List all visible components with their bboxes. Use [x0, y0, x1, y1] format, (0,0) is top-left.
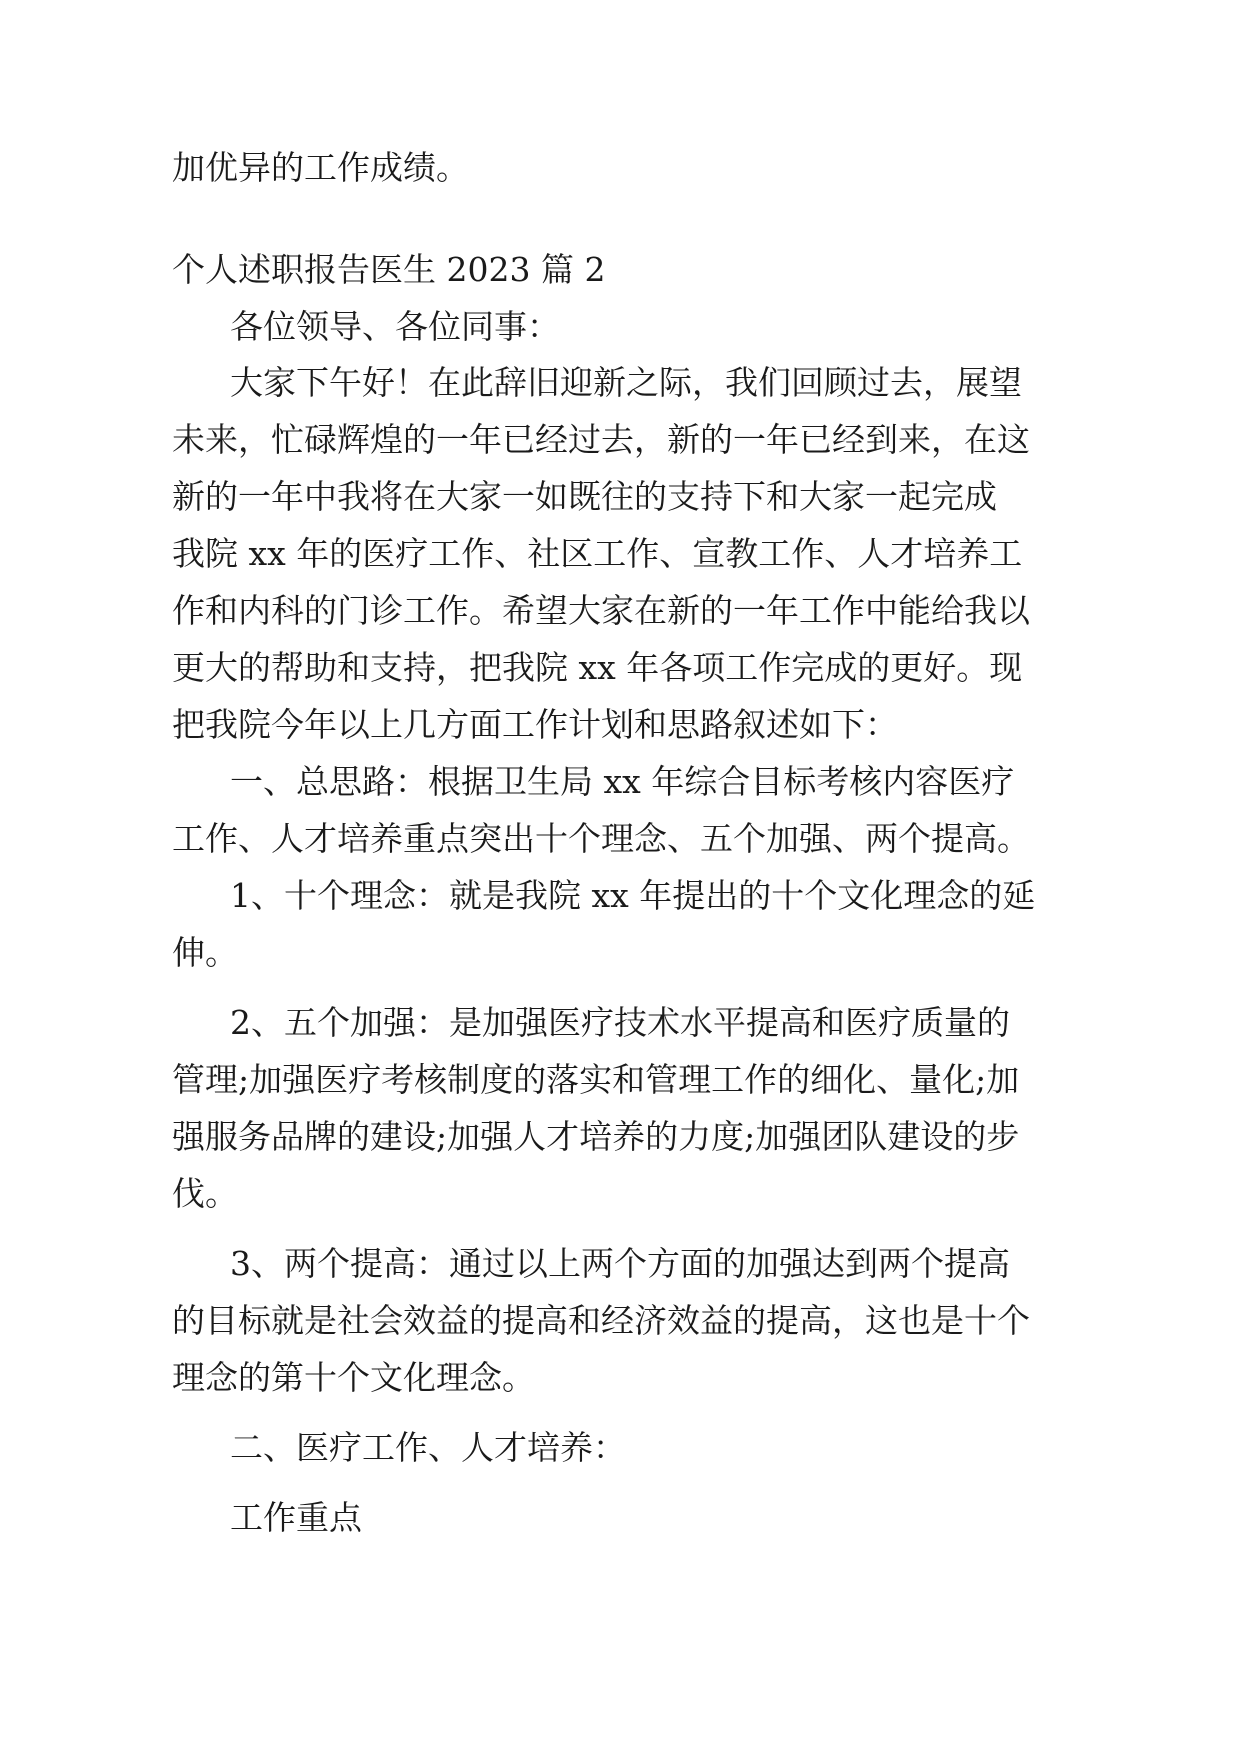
text-line: 强服务品牌的建设;加强人才培养的力度;加强团队建设的步 [172, 1117, 1020, 1156]
text-line: 我院 xx 年的医疗工作、社区工作、宣教工作、人才培养工 [172, 534, 1023, 573]
text-line: 2、五个加强：是加强医疗技术水平提高和医疗质量的 [230, 1003, 1010, 1042]
text-line: 3、两个提高：通过以上两个方面的加强达到两个提高 [230, 1244, 1010, 1283]
text-line: 的目标就是社会效益的提高和经济效益的提高，这也是十个 [172, 1301, 1030, 1340]
text-line: 更大的帮助和支持，把我院 xx 年各项工作完成的更好。现 [172, 648, 1023, 687]
text-line: 把我院今年以上几方面工作计划和思路叙述如下： [172, 705, 898, 744]
text-line: 二、医疗工作、人才培养： [230, 1428, 626, 1467]
section-heading: 个人述职报告医生 2023 篇 2 [172, 250, 606, 289]
text-line: 未来，忙碌辉煌的一年已经过去，新的一年已经到来，在这 [172, 420, 1030, 459]
text-line: 1、十个理念：就是我院 xx 年提出的十个文化理念的延 [230, 876, 1036, 915]
salutation: 各位领导、各位同事： [230, 307, 560, 346]
text-line: 工作、人才培养重点突出十个理念、五个加强、两个提高。 [172, 819, 1030, 858]
text-line: 理念的第十个文化理念。 [172, 1358, 535, 1397]
text-line: 工作重点 [230, 1498, 362, 1537]
text-line: 一、总思路：根据卫生局 xx 年综合目标考核内容医疗 [230, 762, 1015, 801]
text-line: 新的一年中我将在大家一如既往的支持下和大家一起完成 [172, 477, 997, 516]
text-line: 管理;加强医疗考核制度的落实和管理工作的细化、量化;加 [172, 1060, 1020, 1099]
text-line: 伸。 [172, 933, 238, 972]
text-line: 大家下午好！在此辞旧迎新之际，我们回顾过去，展望 [230, 363, 1022, 402]
text-line: 作和内科的门诊工作。希望大家在新的一年工作中能给我以 [172, 591, 1030, 630]
text-line: 伐。 [172, 1174, 238, 1213]
text-line: 加优异的工作成绩。 [172, 148, 469, 187]
